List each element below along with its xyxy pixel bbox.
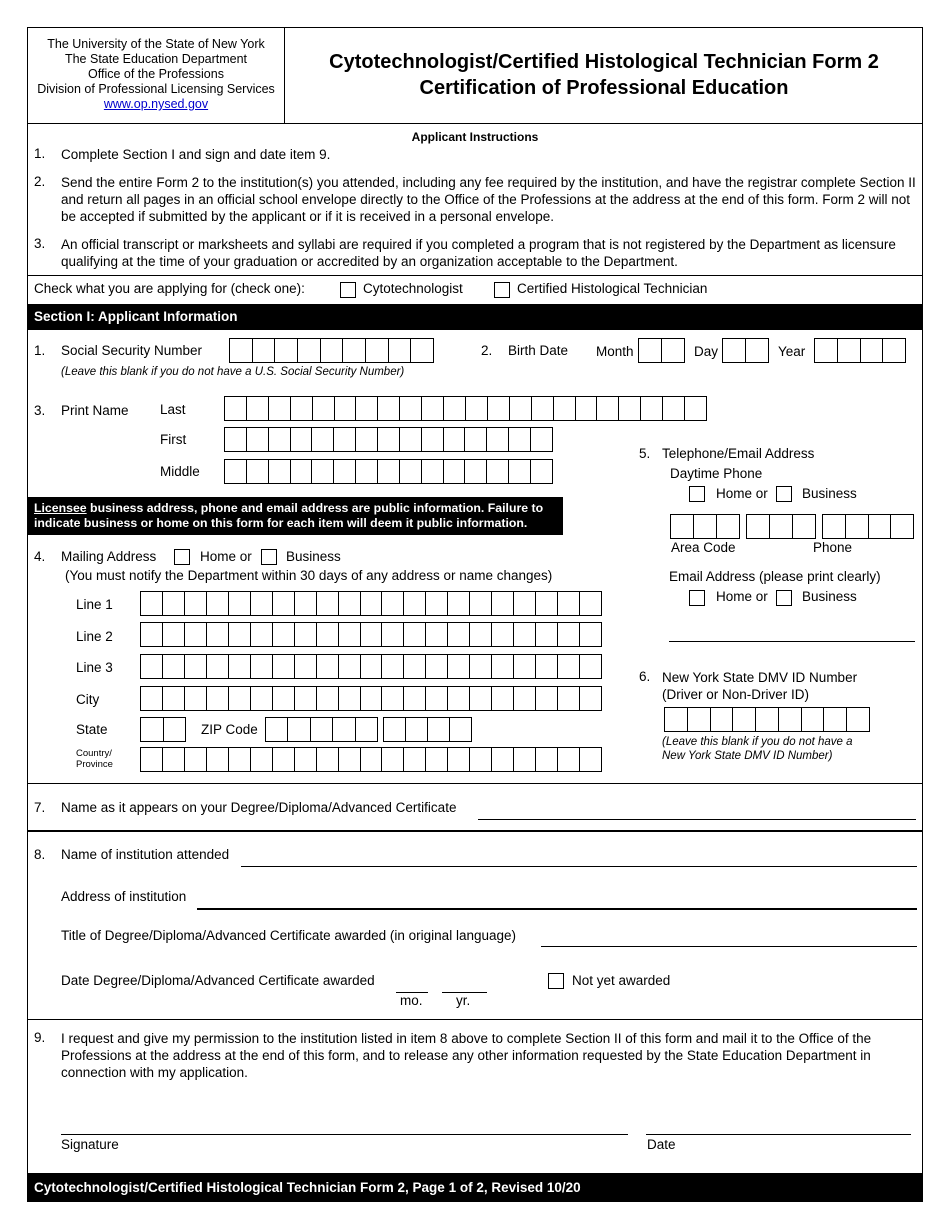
email-business-label: Business	[802, 589, 857, 604]
item7-num: 7.	[34, 800, 46, 815]
mailing-label: Mailing Address	[61, 549, 157, 564]
item9-text: I request and give my permission to the institution listed in item 8 above to complete Section II of this form and mail it to the Office of the Professions at the address at the end of this form, and to release any other information requested by the State Education Department in connection with my application.	[61, 1031, 872, 1080]
daytime-phone-label: Daytime Phone	[670, 466, 763, 481]
not-yet-awarded-label: Not yet awarded	[572, 973, 671, 988]
address-line2-label: Line 2	[76, 629, 113, 644]
header-bottom-rule	[27, 123, 923, 124]
dmv-label	[662, 669, 857, 703]
zip-input[interactable]	[265, 717, 378, 742]
month-caption: mo.	[400, 993, 423, 1008]
country-input[interactable]	[140, 747, 602, 772]
instructions-bottom-rule	[27, 275, 923, 276]
address-line3-label: Line 3	[76, 660, 113, 675]
area-code-input[interactable]	[670, 514, 740, 539]
address-line1-label: Line 1	[76, 597, 113, 612]
date-label: Date	[647, 1137, 676, 1152]
signature-label: Signature	[61, 1137, 119, 1152]
ssn-note: (Leave this blank if you do not have a U.S. Social Security Number)	[61, 366, 405, 378]
not-yet-awarded-checkbox[interactable]	[548, 973, 564, 989]
state-input[interactable]	[140, 717, 186, 742]
dmv-note	[662, 735, 853, 763]
phone-business-checkbox[interactable]	[776, 486, 792, 502]
country-label-line1: Country/	[76, 748, 112, 759]
dmv-id-input[interactable]	[664, 707, 870, 732]
cytotechnologist-label: Cytotechnologist	[363, 281, 463, 296]
birth-num: 2.	[481, 343, 493, 358]
mailing-note: (You must notify the Department within 30 days of any address or name changes)	[65, 568, 553, 583]
zip-label: ZIP Code	[201, 722, 258, 737]
phone-num: 5.	[639, 446, 651, 461]
area-code-label: Area Code	[671, 540, 736, 555]
histological-technician-label: Certified Histological Technician	[517, 281, 708, 296]
section-1-bar	[27, 304, 923, 330]
phone-business-label: Business	[802, 486, 857, 501]
instruction-text: An official transcript or marksheets and syllabi are required if you completed a program that is not registered by the Department as licensure qualifying at the time of your graduation or accredited by an organization acceptable to the Department.	[61, 237, 896, 269]
agency-block	[28, 37, 284, 112]
licensee-word: Licensee	[34, 501, 87, 515]
public-info-notice	[28, 497, 563, 535]
phone-label: Telephone/Email Address	[662, 446, 815, 461]
degree-date-label: Date Degree/Diploma/Advanced Certificate awarded	[61, 973, 375, 988]
dmv-label-line2: (Driver or Non-Driver ID)	[662, 687, 810, 702]
email-business-checkbox[interactable]	[776, 590, 792, 606]
instruction-num: 3.	[34, 236, 46, 251]
country-label-line2: Province	[76, 759, 113, 770]
agency-line: The University of the State of New York	[47, 37, 265, 51]
mailing-business-label: Business	[286, 549, 341, 564]
histological-technician-checkbox[interactable]	[494, 282, 510, 298]
form-title	[285, 49, 923, 101]
instruction-num: 2.	[34, 174, 46, 189]
birth-day-label: Day	[694, 344, 719, 359]
birth-year-input[interactable]	[814, 338, 906, 363]
section-rule	[27, 830, 923, 832]
mailing-home-label: Home or	[200, 549, 252, 564]
signature-line[interactable]	[61, 1134, 628, 1135]
first-name-input[interactable]	[224, 427, 553, 452]
dmv-num: 6.	[639, 669, 651, 684]
institution-address-label: Address of institution	[61, 889, 187, 904]
email-label: Email Address (please print clearly)	[669, 569, 881, 584]
website-link[interactable]: www.op.nysed.gov	[103, 97, 209, 111]
phone-line-input[interactable]	[822, 514, 914, 539]
cytotechnologist-checkbox[interactable]	[340, 282, 356, 298]
birth-month-input[interactable]	[638, 338, 685, 363]
city-label: City	[76, 692, 100, 707]
public-info-text: business address, phone and email address are public information. Failure to indicate business or home on this form for each item will deem it public information.	[34, 501, 544, 530]
section-1-title: Section I: Applicant Information	[34, 309, 238, 324]
first-name-label: First	[160, 432, 187, 447]
email-home-label: Home or	[716, 589, 768, 604]
ssn-num: 1.	[34, 343, 46, 358]
birth-label: Birth Date	[508, 343, 569, 358]
dmv-note-line1: (Leave this blank if you do not have a	[662, 736, 853, 748]
middle-name-input[interactable]	[224, 459, 553, 484]
last-name-label: Last	[160, 402, 186, 417]
instruction-text: Complete Section I and sign and date item 9.	[61, 147, 331, 162]
instruction-text: Send the entire Form 2 to the institution(s) you attended, including any fee required by the institution, and have the registrar complete Section II and return all pages in an official school envelope directly to the Office of the Professions at the address at the end of this form. Form 2 will not be accepted if submitted by the applicant or if it is received in a personal envelope.	[61, 175, 916, 224]
degree-title-input-line[interactable]	[541, 946, 917, 947]
mailing-home-checkbox[interactable]	[174, 549, 190, 565]
institution-address-input-line[interactable]	[197, 908, 917, 910]
mailing-business-checkbox[interactable]	[261, 549, 277, 565]
phone-home-checkbox[interactable]	[689, 486, 705, 502]
item7-label: Name as it appears on your Degree/Diploma/Advanced Certificate	[61, 800, 457, 815]
address-line1-input[interactable]	[140, 591, 602, 616]
institution-input-line[interactable]	[241, 866, 917, 867]
section-rule	[27, 1019, 923, 1020]
zip-plus4-input[interactable]	[383, 717, 472, 742]
name-label: Print Name	[61, 403, 129, 418]
agency-line: Division of Professional Licensing Services	[37, 82, 275, 96]
applying-label: Check what you are applying for (check one):	[34, 281, 305, 296]
middle-name-label: Middle	[160, 464, 200, 479]
item9-num: 9.	[34, 1030, 46, 1045]
mailing-num: 4.	[34, 549, 46, 564]
item8-num: 8.	[34, 847, 46, 862]
phone-prefix-input[interactable]	[746, 514, 816, 539]
name-num: 3.	[34, 403, 46, 418]
section-rule	[27, 783, 923, 784]
country-label	[76, 748, 113, 770]
dmv-label-line1: New York State DMV ID Number	[662, 670, 858, 685]
title-line-2: Certification of Professional Education	[419, 77, 789, 99]
email-home-checkbox[interactable]	[689, 590, 705, 606]
address-line3-input[interactable]	[140, 654, 602, 679]
city-input[interactable]	[140, 686, 602, 711]
address-line2-input[interactable]	[140, 622, 602, 647]
ssn-label: Social Security Number	[61, 343, 203, 358]
phone-home-label: Home or	[716, 486, 768, 501]
degree-name-input-line[interactable]	[478, 819, 916, 820]
date-line[interactable]	[646, 1134, 911, 1135]
phone-label-small: Phone	[813, 540, 853, 555]
footer-text: Cytotechnologist/Certified Histological Technician Form 2, Page 1 of 2, Revised 10/20	[34, 1180, 581, 1195]
agency-line: The State Education Department	[64, 52, 248, 66]
footer-bar	[27, 1173, 923, 1202]
birth-month-label: Month	[596, 344, 634, 359]
dmv-note-line2: New York State DMV ID Number)	[662, 750, 833, 762]
degree-title-label: Title of Degree/Diploma/Advanced Certificate awarded (in original language)	[61, 928, 516, 943]
email-input-line[interactable]	[669, 641, 915, 642]
instructions-heading: Applicant Instructions	[411, 130, 539, 144]
instruction-num: 1.	[34, 146, 46, 161]
state-label: State	[76, 722, 108, 737]
agency-line: Office of the Professions	[88, 67, 224, 81]
birth-day-input[interactable]	[722, 338, 769, 363]
institution-label: Name of institution attended	[61, 847, 230, 862]
birth-year-label: Year	[778, 344, 806, 359]
last-name-input[interactable]	[224, 396, 707, 421]
year-caption: yr.	[456, 993, 471, 1008]
title-line-1: Cytotechnologist/Certified Histological Technician Form 2	[329, 51, 879, 73]
ssn-input[interactable]	[229, 338, 434, 363]
